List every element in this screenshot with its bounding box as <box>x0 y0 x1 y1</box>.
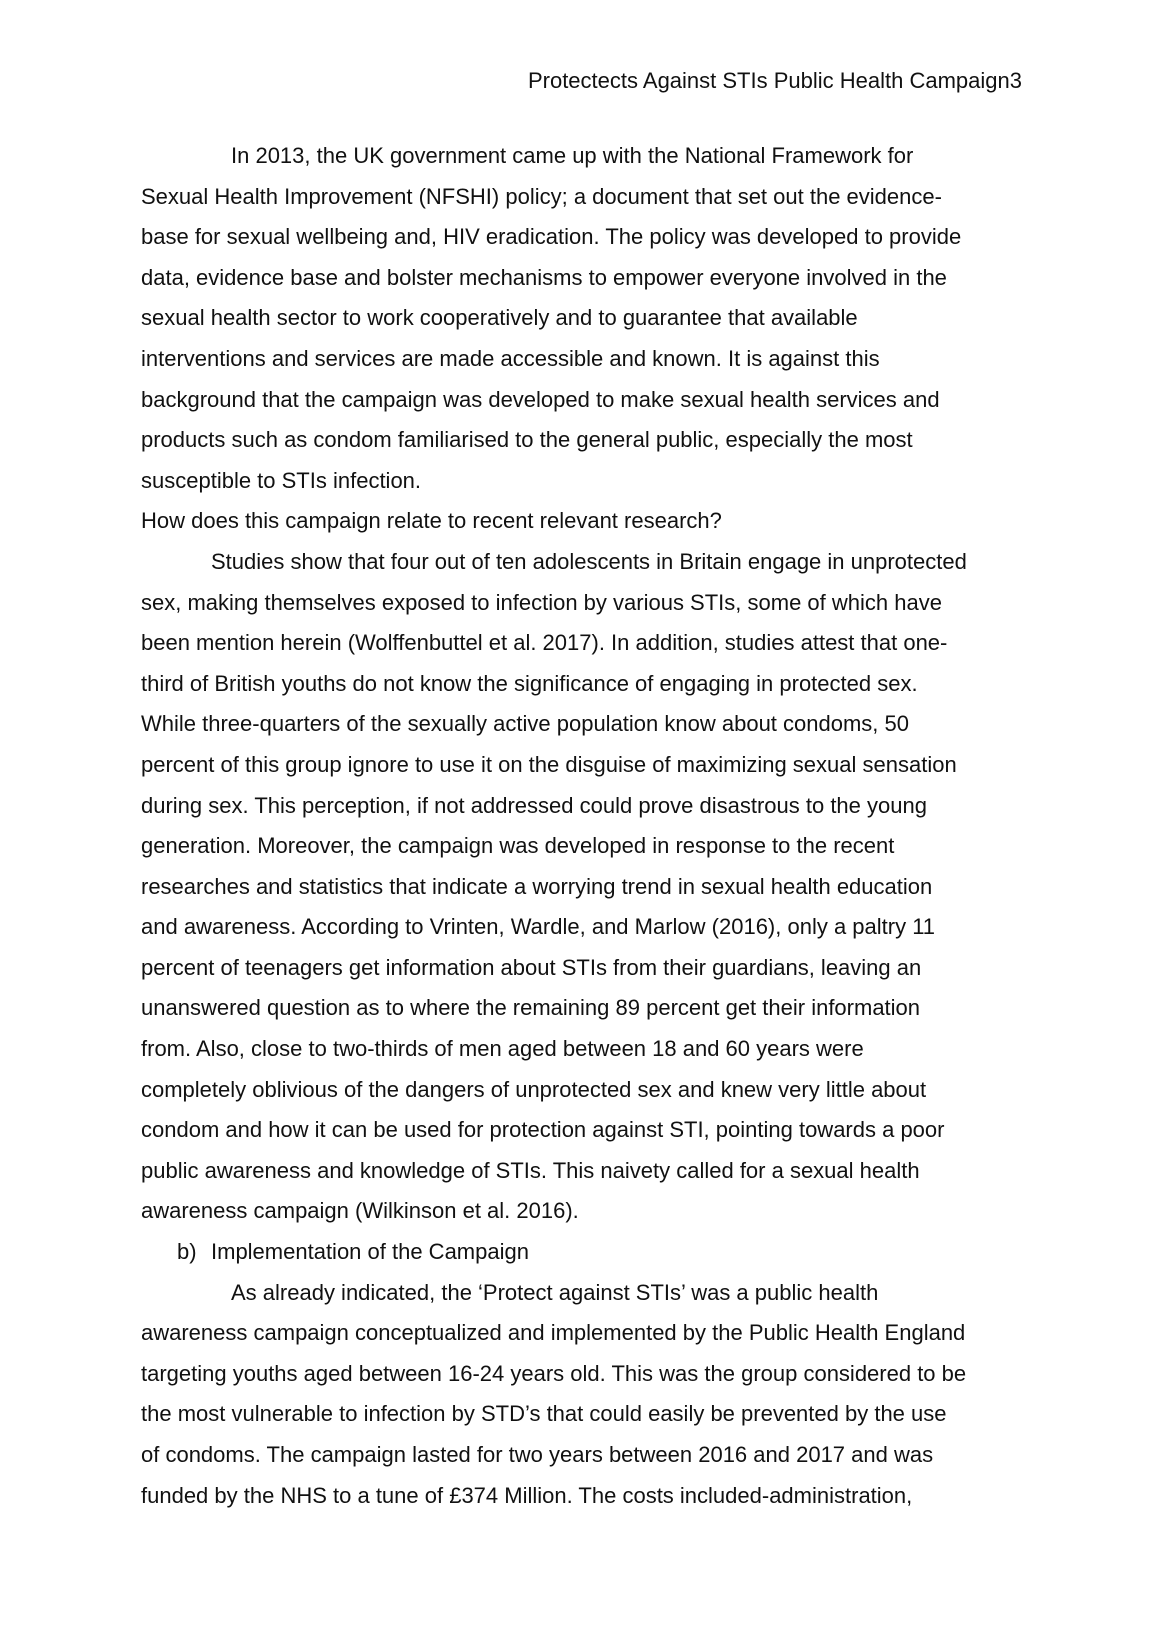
text-line: While three-quarters of the sexually active population know about condoms, 50 <box>141 711 909 737</box>
text-line: completely oblivious of the dangers of unprotected sex and knew very little about <box>141 1076 927 1102</box>
text-line: sex, making themselves exposed to infection by various STIs, some of which have <box>141 589 942 615</box>
list-marker: b) <box>177 1239 197 1265</box>
paragraph-nfshi-policy <box>141 136 1023 501</box>
text-line: generation. Moreover, the campaign was developed in response to the recent <box>141 833 895 859</box>
text-line: sexual health sector to work cooperatively and to guarantee that available <box>141 305 858 331</box>
text-line: been mention herein (Wolffenbuttel et al. 2017). In addition, studies attest that one- <box>141 630 948 656</box>
running-title: Protectects Against STIs Public Health Campaign <box>527 68 1010 93</box>
text-line: funded by the NHS to a tune of £374 Million. The costs included-administration, <box>141 1482 913 1508</box>
text-line: public awareness and knowledge of STIs. This naivety called for a sexual health <box>141 1157 920 1183</box>
text-line: from. Also, close to two-thirds of men aged between 18 and 60 years were <box>141 1036 864 1062</box>
text-line: In 2013, the UK government came up with the National Framework for <box>231 143 914 168</box>
text-line: percent of teenagers get information about STIs from their guardians, leaving an <box>141 954 922 980</box>
paragraph-research <box>141 542 1023 1232</box>
text-line: susceptible to STIs infection. <box>141 467 422 493</box>
text-line: and awareness. According to Vrinten, Wardle, and Marlow (2016), only a paltry 11 <box>141 914 936 940</box>
document-body <box>141 136 1023 1516</box>
section-title: Implementation of the Campaign <box>211 1239 529 1265</box>
section-b-heading <box>141 1232 1023 1273</box>
text-line: Studies show that four out of ten adolescents in Britain engage in unprotected <box>211 548 967 574</box>
text-line: Sexual Health Improvement (NFSHI) policy; a document that set out the evidence- <box>141 183 942 209</box>
research-question-heading: How does this campaign relate to recent relevant research? <box>141 508 722 534</box>
text-line: data, evidence base and bolster mechanisms to empower everyone involved in the <box>141 264 947 290</box>
text-line: during sex. This perception, if not addressed could prove disastrous to the young <box>141 792 927 818</box>
text-line: awareness campaign conceptualized and implemented by the Public Health England <box>141 1320 966 1346</box>
text-line: interventions and services are made accessible and known. It is against this <box>141 345 880 371</box>
text-line: unanswered question as to where the remaining 89 percent get their information <box>141 995 921 1021</box>
text-line: percent of this group ignore to use it on the disguise of maximizing sexual sensation <box>141 751 957 777</box>
text-line: third of British youths do not know the significance of engaging in protected sex. <box>141 670 918 696</box>
text-line: of condoms. The campaign lasted for two years between 2016 and 2017 and was <box>141 1442 934 1467</box>
paragraph-implementation <box>141 1273 1023 1517</box>
text-line: products such as condom familiarised to the general public, especially the most <box>141 427 913 453</box>
text-line: researches and statistics that indicate a worrying trend in sexual health education <box>141 873 933 899</box>
text-line: awareness campaign (Wilkinson et al. 2016). <box>141 1198 579 1224</box>
text-line: background that the campaign was developed to make sexual health services and <box>141 386 940 412</box>
text-line: targeting youths aged between 16-24 years old. This was the group considered to be <box>141 1360 967 1386</box>
text-line: As already indicated, the ‘Protect against STIs’ was a public health <box>231 1279 879 1305</box>
text-line: condom and how it can be used for protection against STI, pointing towards a poor <box>141 1117 945 1143</box>
page-header <box>528 66 1022 96</box>
text-line: base for sexual wellbeing and, HIV eradication. The policy was developed to provide <box>141 224 962 250</box>
page-number: 3 <box>1009 68 1022 93</box>
text-line: the most vulnerable to infection by STD’s that could easily be prevented by the use <box>141 1401 947 1427</box>
